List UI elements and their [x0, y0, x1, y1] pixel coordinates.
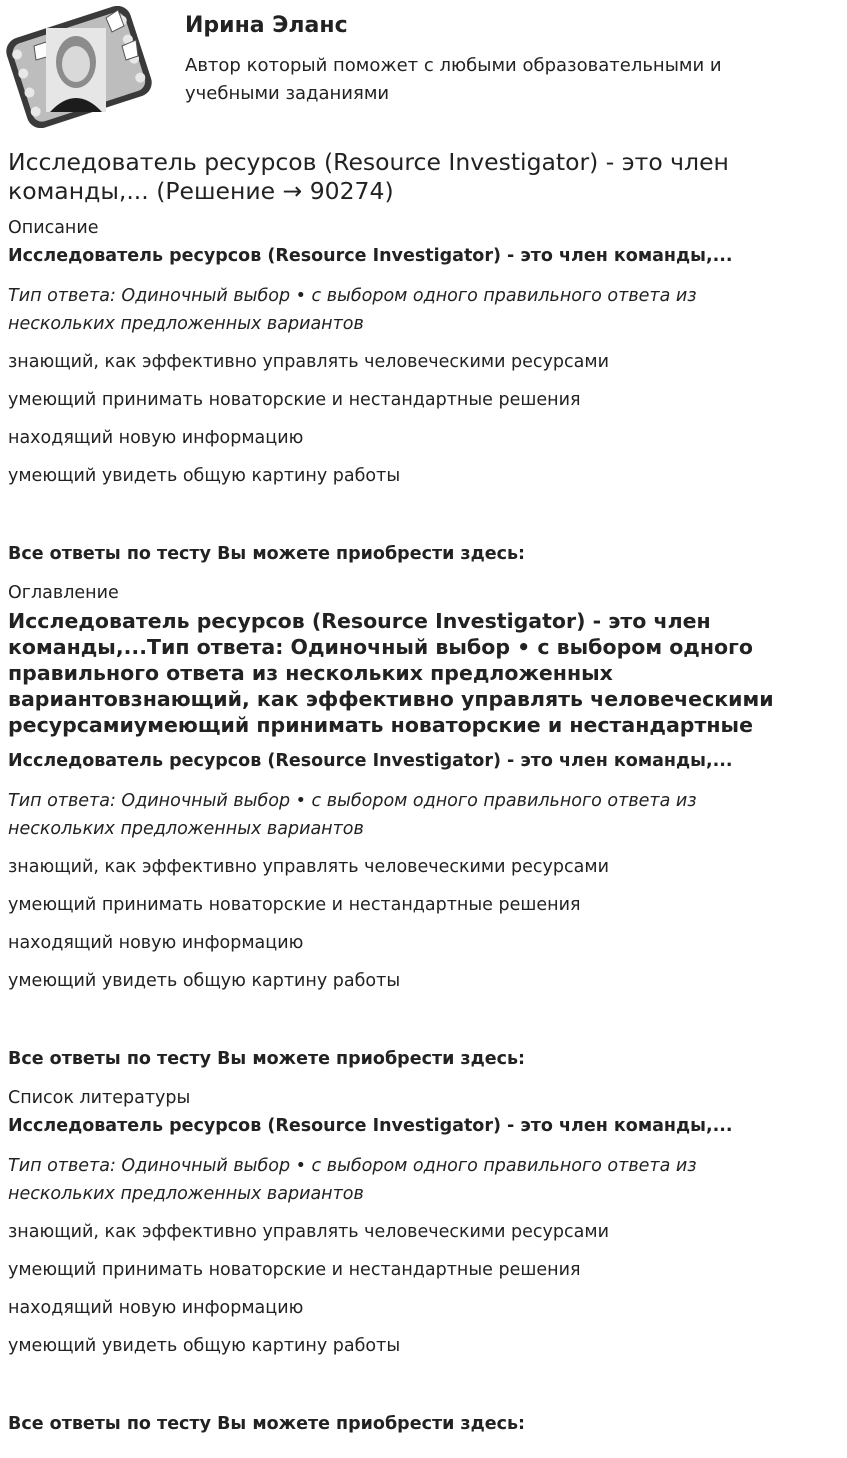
answer-option: находящий новую информацию: [8, 428, 304, 448]
answer-option: умеющий принимать новаторские и нестандартные решения: [8, 390, 581, 410]
author-name[interactable]: Ирина Эланс: [185, 13, 348, 38]
answer-option: находящий новую информацию: [8, 933, 304, 953]
answer-option: находящий новую информацию: [8, 1298, 304, 1318]
section-label-toc: Оглавление: [8, 583, 119, 603]
answer-option: умеющий увидеть общую картину работы: [8, 971, 401, 991]
answer-option: знающий, как эффективно управлять человеческими ресурсами: [8, 1222, 609, 1242]
answer-type: Тип ответа: Одиночный выбор • с выбором одного правильного ответа из нескольких предложенных вариантов: [8, 791, 697, 839]
answer-option: знающий, как эффективно управлять человеческими ресурсами: [8, 857, 609, 877]
answer-option: умеющий принимать новаторские и нестандартные решения: [8, 1260, 581, 1280]
answer-option: умеющий принимать новаторские и нестандартные решения: [8, 895, 581, 915]
buy-answers-text: Все ответы по тесту Вы можете приобрести здесь:: [8, 544, 526, 564]
author-header: [0, 0, 847, 140]
answer-type: Тип ответа: Одиночный выбор • с выбором одного правильного ответа из нескольких предложенных вариантов: [8, 1156, 697, 1204]
toc-title: Исследователь ресурсов (Resource Investigator) - это член команды,...Тип ответа: Одиночный выбор • с выбором одного правильного ответа из нескольких предложенных вариантовзнающий, как эффективно управлять человеческими ресурсамиумеющий принимать новаторские и нестандартные: [8, 609, 774, 737]
answer-option: умеющий увидеть общую картину работы: [8, 1336, 401, 1356]
answer-type: Тип ответа: Одиночный выбор • с выбором одного правильного ответа из нескольких предложенных вариантов: [8, 286, 697, 334]
section-label-description: Описание: [8, 218, 99, 238]
author-avatar[interactable]: [6, 6, 152, 128]
page-title: Исследователь ресурсов (Resource Investigator) - это член команды,... (Решение → 90274): [8, 148, 729, 205]
question-title: Исследователь ресурсов (Resource Investigator) - это член команды,...: [8, 246, 733, 266]
question-title: Исследователь ресурсов (Resource Investigator) - это член команды,...: [8, 1116, 733, 1136]
question-title: Исследователь ресурсов (Resource Investigator) - это член команды,...: [8, 751, 733, 771]
buy-answers-text: Все ответы по тесту Вы можете приобрести здесь:: [8, 1049, 526, 1069]
answer-option: знающий, как эффективно управлять человеческими ресурсами: [8, 352, 609, 372]
section-label-references: Список литературы: [8, 1088, 191, 1108]
buy-answers-text: Все ответы по тесту Вы можете приобрести здесь:: [8, 1414, 526, 1434]
answer-option: умеющий увидеть общую картину работы: [8, 466, 401, 486]
author-description: Автор который поможет с любыми образовательными и учебными заданиями: [185, 55, 722, 104]
